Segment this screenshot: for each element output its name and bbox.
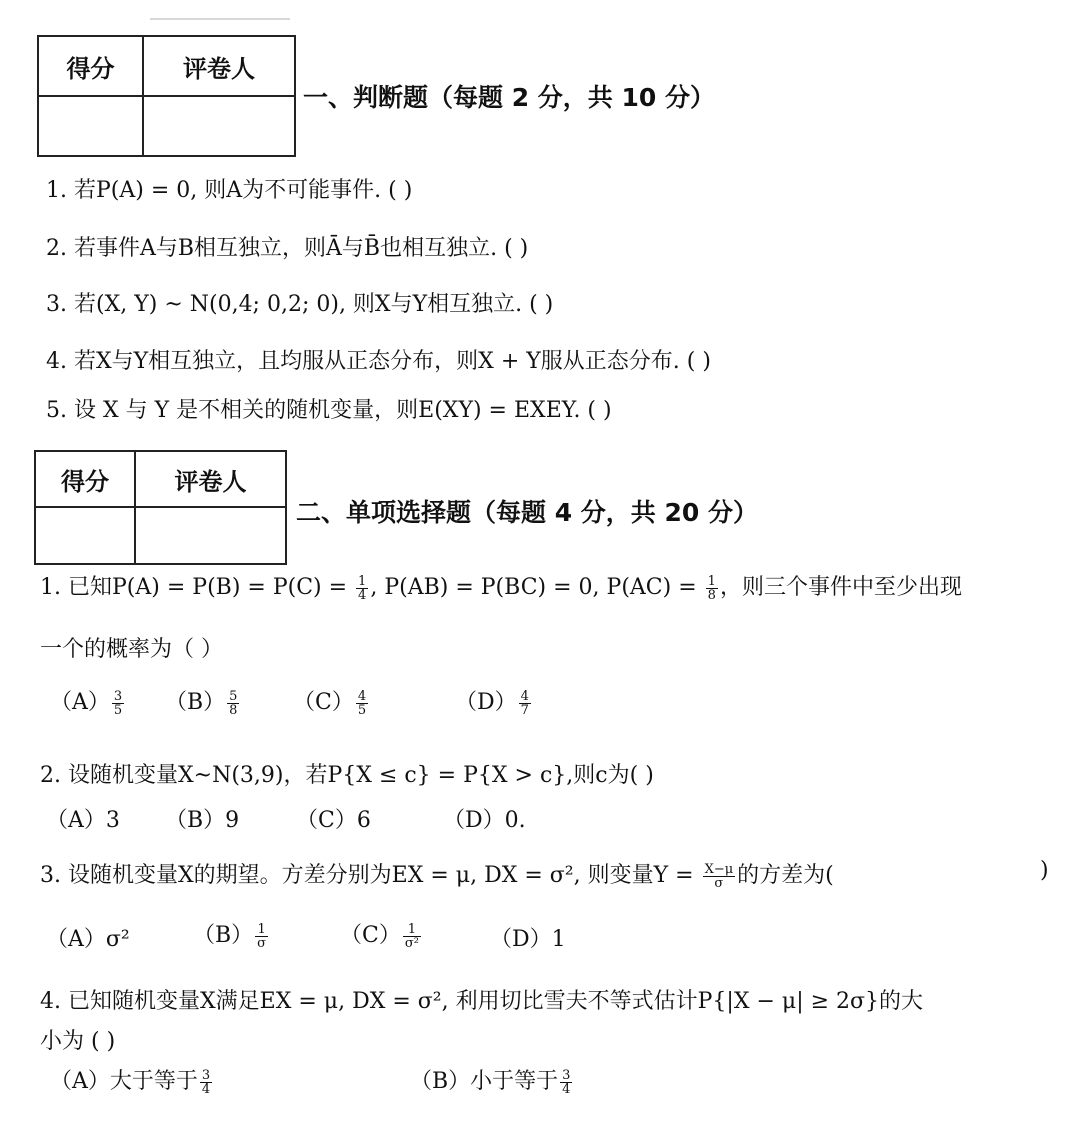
score-header: 得分 bbox=[35, 451, 135, 507]
judge-question-4: 4. 若X与Y相互独立，且均服从正态分布，则X + Y服从正态分布. ( ) bbox=[46, 349, 711, 374]
fraction: $\frac{1}{8}$ bbox=[707, 573, 716, 603]
q3-option-c[interactable]: （C） $\frac{1}{\text{σ²}}$ bbox=[340, 921, 419, 951]
choice-question-4: 4. 已知随机变量X满足EX = μ, DX = σ², 利用切比雪夫不等式估计P{|X − μ| ≥ 2σ}的大 bbox=[40, 989, 924, 1014]
q1-option-a[interactable]: （A） $\frac{3}{5}$ bbox=[50, 688, 123, 718]
q4-option-a[interactable]: （A）大于等于 $\frac{3}{4}$ bbox=[50, 1067, 211, 1097]
grader-cell[interactable] bbox=[143, 96, 295, 156]
score-header: 得分 bbox=[38, 36, 143, 96]
q2-option-a[interactable]: （A）3 bbox=[46, 808, 120, 833]
q3-option-a[interactable]: （A）σ² bbox=[46, 927, 130, 952]
section2-title: 二、单项选择题（每题 4 分，共 20 分） bbox=[296, 498, 759, 527]
scan-artifact-line bbox=[150, 18, 290, 20]
q2-option-c[interactable]: （C）6 bbox=[296, 808, 371, 833]
choice-question-2: 2. 设随机变量X~N(3,9)，若P{X ≤ c} = P{X > c},则c为( ) bbox=[40, 763, 654, 788]
grader-header: 评卷人 bbox=[135, 451, 286, 507]
score-cell[interactable] bbox=[38, 96, 143, 156]
fraction: $\frac{X-\mu}{\sigma}$ bbox=[704, 861, 734, 891]
fraction: $\frac{1}{4}$ bbox=[358, 573, 367, 603]
judge-question-2: 2. 若事件A与B相互独立，则Ā与B̄也相互独立. ( ) bbox=[46, 236, 529, 261]
q3-close-paren: ) bbox=[1040, 858, 1049, 883]
section1-title: 一、判断题（每题 2 分，共 10 分） bbox=[303, 83, 716, 112]
choice-question-4-line2: 小为 ( ) bbox=[40, 1029, 116, 1054]
grader-cell[interactable] bbox=[135, 507, 286, 564]
q1-option-d[interactable]: （D） $\frac{4}{7}$ bbox=[455, 688, 529, 718]
q1-option-c[interactable]: （C） $\frac{4}{5}$ bbox=[293, 688, 367, 718]
choice-question-1: 1. 已知P(A) = P(B) = P(C) = $\frac{1}{4}$ , P(AB) = P(BC) = 0, P(AC) = $\frac{1}{8}$ ，则三个事件中至少出现 bbox=[40, 573, 962, 603]
choice-question-3: 3. 设随机变量X的期望。方差分别为EX = μ, DX = σ², 则变量Y = $\frac{X-\mu}{\sigma}$ 的方差为( bbox=[40, 861, 834, 891]
score-table-2 bbox=[34, 450, 287, 565]
q4-option-b[interactable]: （B）小于等于 $\frac{3}{4}$ bbox=[410, 1067, 571, 1097]
score-cell[interactable] bbox=[35, 507, 135, 564]
judge-question-5: 5. 设 X 与 Y 是不相关的随机变量，则E(XY) = EXEY. ( ) bbox=[46, 398, 612, 423]
q2-option-b[interactable]: （B）9 bbox=[165, 808, 240, 833]
grader-header: 评卷人 bbox=[143, 36, 295, 96]
q1-option-b[interactable]: （B） $\frac{5}{8}$ bbox=[165, 688, 238, 718]
judge-question-3: 3. 若(X, Y) ~ N(0,4; 0,2; 0), 则X与Y相互独立. ( ) bbox=[46, 292, 554, 317]
q2-option-d[interactable]: （D）0. bbox=[443, 808, 526, 833]
score-table-1 bbox=[37, 35, 296, 157]
choice-question-1-line2: 一个的概率为（ ） bbox=[40, 637, 223, 662]
judge-question-1: 1. 若P(A) = 0, 则A为不可能事件. ( ) bbox=[46, 178, 413, 203]
q3-option-d[interactable]: （D）1 bbox=[490, 927, 566, 952]
q3-option-b[interactable]: （B） $\frac{1}{\sigma}$ bbox=[193, 921, 267, 951]
